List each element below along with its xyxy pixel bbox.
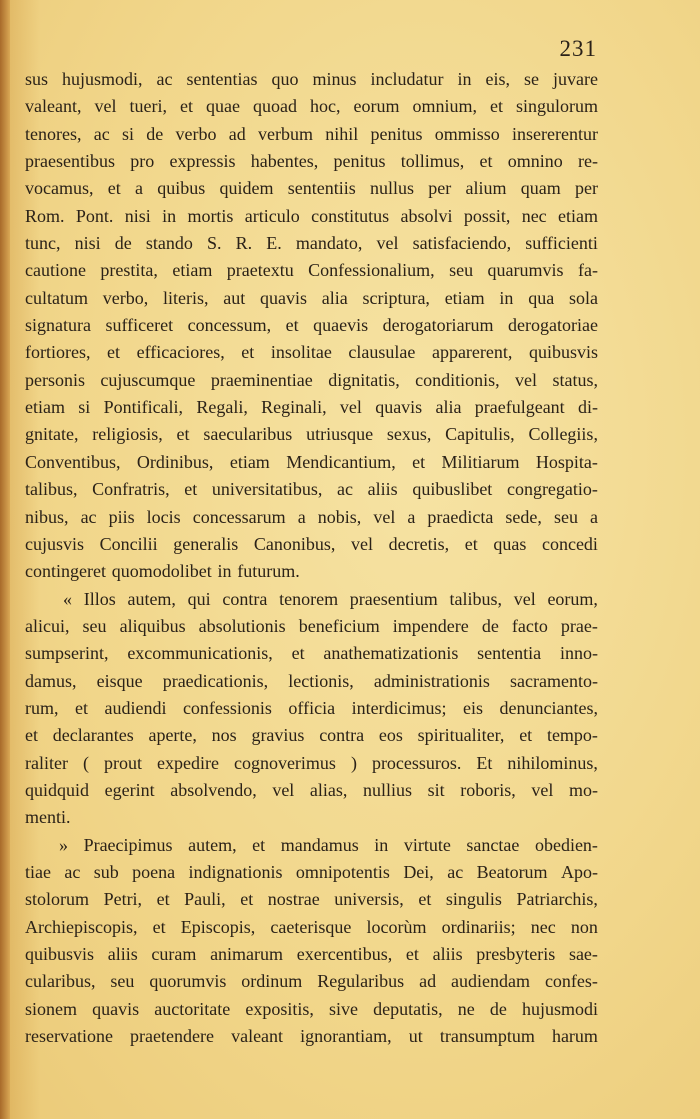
text-line: fortiores, et efficaciores, et insolitae clausulae apparerent, quibusvis (25, 342, 598, 363)
text-line: rum, et audiendi confessionis officia interdicimus; eis denunciantes, (25, 697, 598, 718)
text-line: personis cujuscumque praeminentiae dignitatis, conditionis, vel status, (25, 369, 598, 390)
text-line: tiae ac sub poena indignationis omnipotentis Dei, ac Beatorum Apo- (25, 861, 598, 882)
page-number: 231 (559, 36, 597, 61)
text-line: quibusvis aliis curam animarum exercentibus, et aliis presbyteris sae- (25, 944, 598, 964)
text-line: « Illos autem, qui contra tenorem praesentium talibus, vel eorum, (63, 588, 598, 609)
text-line: tunc, nisi de stando S. R. E. mandato, vel satisfaciendo, sufficienti (25, 233, 598, 254)
text-line: cautione prestita, etiam praetextu Confessionalium, seu quarumvis fa- (25, 260, 598, 281)
body-text (25, 66, 598, 1050)
text-line: » Praecipimus autem, et mandamus in virtute sanctae obedien- (59, 834, 598, 855)
text-line: signatura sufficeret concessum, et quaevis derogatoriarum derogatoriae (25, 315, 598, 336)
text-line: sionem quavis auctoritate expositis, sive deputatis, ne de hujusmodi (25, 998, 598, 1019)
text-line: alicui, seu aliquibus absolutionis beneficium impendere de facto prae- (25, 615, 598, 636)
text-line: raliter ( prout expedire cognoverimus ) processuros. Et nihilominus, (25, 752, 598, 773)
text-line: cujusvis Concilii generalis Canonibus, vel decretis, et quas concedi (25, 533, 598, 554)
page-gutter (0, 0, 10, 1119)
text-line: damus, eisque praedicationis, lectionis, administrationis sacramento- (25, 670, 598, 691)
text-line: sumpserint, excommunicationis, et anathematizationis sententia inno- (25, 643, 598, 664)
text-line: quidquid egerint absolvendo, vel alias, nullius sit roboris, vel mo- (25, 779, 598, 800)
text-line: Rom. Pont. nisi in mortis articulo constitutus absolvi possit, nec etiam (25, 205, 598, 226)
text-line: cultatum verbo, literis, aut quavis alia scriptura, etiam in qua sola (25, 287, 598, 308)
text-line: etiam si Pontificali, Regali, Reginali, vel quavis alia praefulgeant di- (25, 397, 598, 418)
text-line: menti. (25, 807, 71, 828)
text-line: stolorum Petri, et Pauli, et nostrae universis, et singulis Patriarchis, (25, 889, 598, 910)
text-line: valeant, vel tueri, et quae quoad hoc, eorum omnium, et singulorum (25, 96, 598, 117)
text-line: et declarantes aperte, nos gravius contra eos spiritualiter, et tempo- (25, 725, 598, 746)
text-line: vocamus, et a quibus quidem sententiis nullus per alium quam per (25, 178, 598, 199)
text-line: Archiepiscopis, et Episcopis, caeterisque locorùm ordinariis; nec non (25, 916, 598, 937)
text-line: reservatione praetendere valeant ignorantiam, ut transumptum harum (25, 1026, 598, 1047)
text-line: Conventibus, Ordinibus, etiam Mendicantium, et Militiarum Hospita- (25, 451, 598, 472)
text-line: nibus, ac piis locis concessarum a nobis, vel a praedicta sede, seu a (25, 506, 598, 527)
text-line: contingeret quomodolibet in futurum. (25, 561, 300, 582)
text-line: tenores, ac si de verbo ad verbum nihil penitus ommisso insererentur (25, 123, 598, 144)
text-line: gnitate, religiosis, et saecularibus utriusque sexus, Capitulis, Collegiis, (25, 424, 598, 445)
text-line: talibus, Confratris, et universitatibus, ac aliis quibuslibet congregatio- (25, 479, 598, 500)
text-line: sus hujusmodi, ac sententias quo minus includatur in eis, se juvare (25, 69, 598, 89)
text-line: cularibus, seu quorumvis ordinum Regularibus ad audiendam confes- (25, 971, 598, 992)
text-line: praesentibus pro expressis habentes, penitus tollimus, et omnino re- (25, 151, 598, 172)
